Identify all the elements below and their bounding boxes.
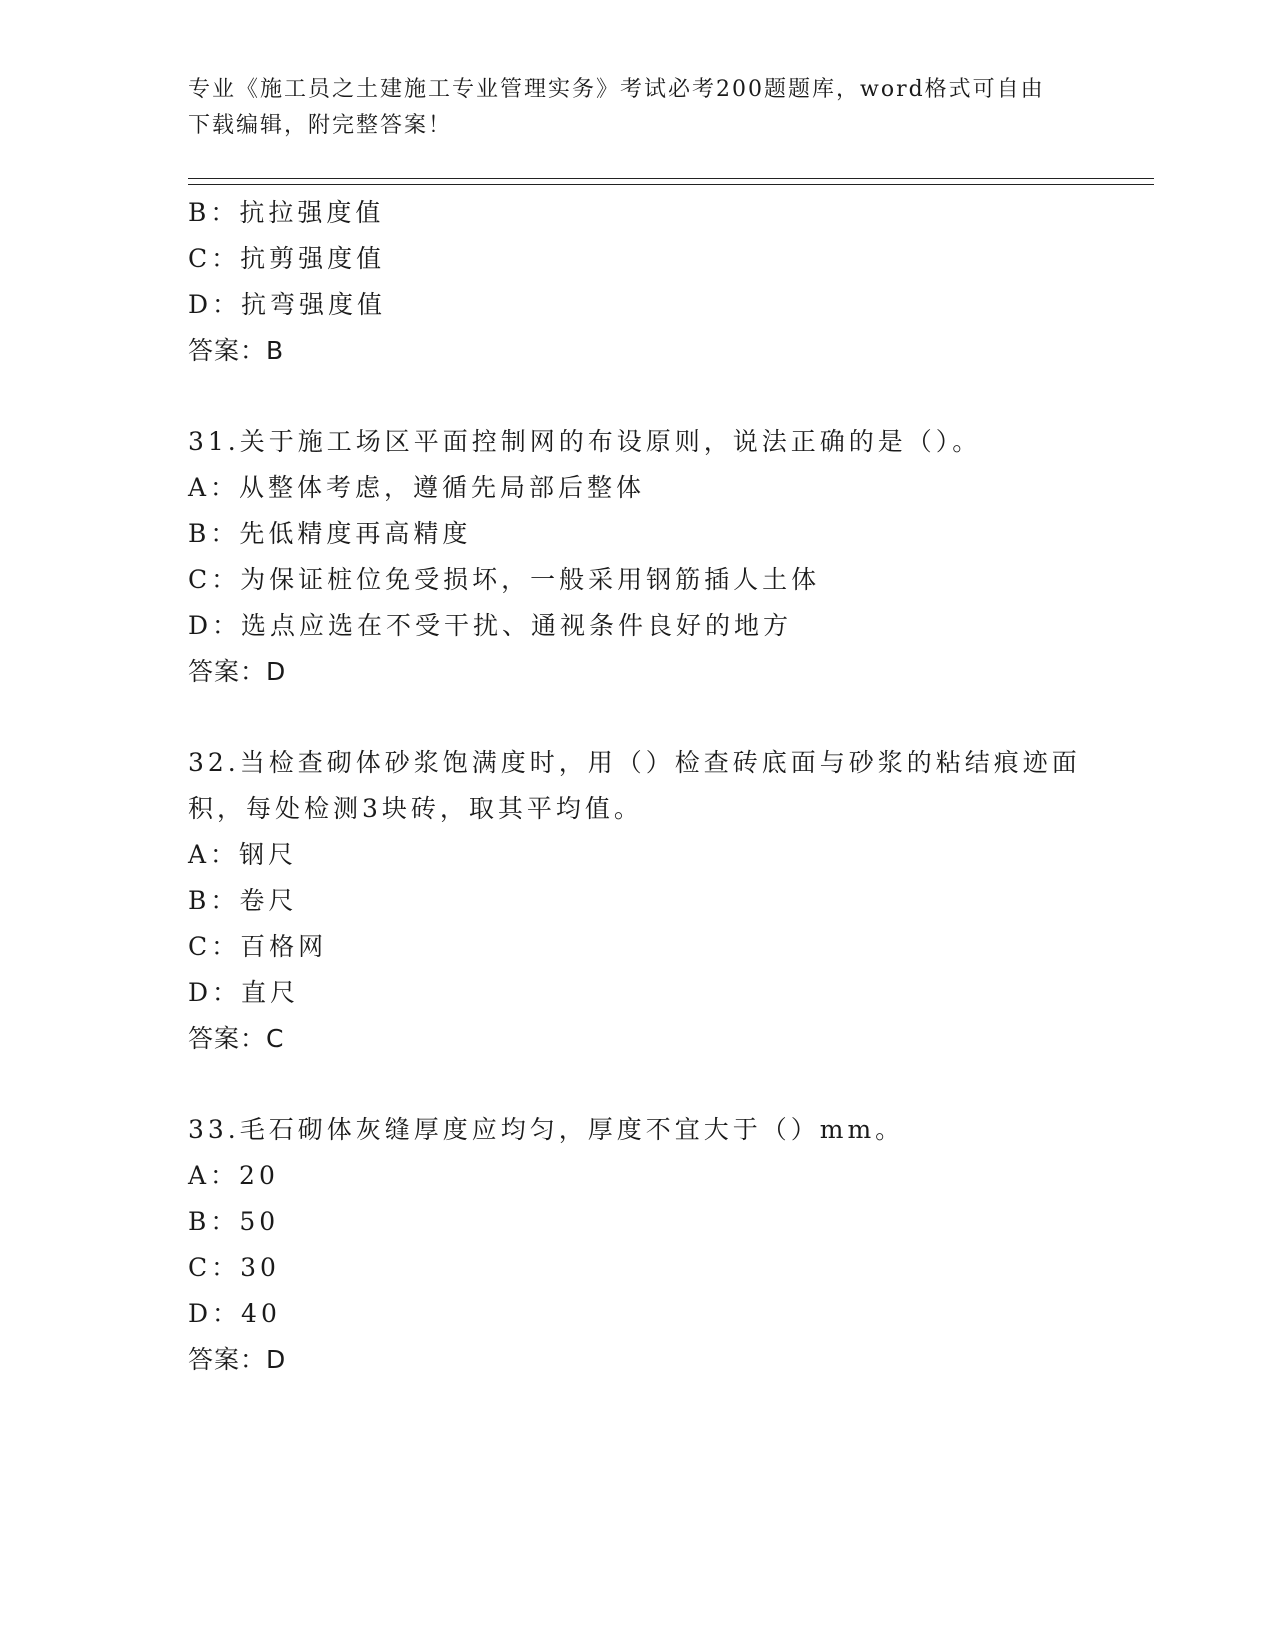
option-a: A：20 bbox=[188, 1161, 279, 1190]
option-d: D：选点应选在不受干扰、通视条件良好的地方 bbox=[188, 611, 793, 640]
option-c: C：为保证桩位免受损坏，一般采用钢筋插人土体 bbox=[188, 565, 821, 594]
answer-line: 答案：B bbox=[188, 336, 285, 365]
question-stem-line-1: 32.当检查砌体砂浆饱满度时，用（）检查砖底面与砂浆的粘结痕迹面 bbox=[188, 748, 1081, 777]
option-c: C：30 bbox=[188, 1253, 280, 1282]
option-d: D：40 bbox=[188, 1299, 281, 1328]
option-b: B：抗拉强度值 bbox=[188, 198, 385, 227]
option-a: A：从整体考虑，遵循先局部后整体 bbox=[188, 473, 646, 502]
question-33 bbox=[188, 1107, 1088, 1383]
option-d: D：抗弯强度值 bbox=[188, 290, 387, 319]
header-rule-bottom bbox=[188, 184, 1154, 185]
answer-line: 答案：D bbox=[188, 1345, 287, 1374]
option-d: D：直尺 bbox=[188, 978, 300, 1007]
header-line-1: 专业《施工员之土建施工专业管理实务》考试必考200题题库，word格式可自由 bbox=[188, 77, 1045, 102]
question-32 bbox=[188, 740, 1088, 1062]
option-b: B：50 bbox=[188, 1207, 280, 1236]
continued-question bbox=[188, 190, 1088, 374]
option-c: C：百格网 bbox=[188, 932, 328, 961]
option-c: C：抗剪强度值 bbox=[188, 244, 386, 273]
question-content bbox=[188, 190, 1088, 1383]
header-rule-top bbox=[188, 178, 1154, 179]
answer-line: 答案：C bbox=[188, 1024, 285, 1053]
header-line-2: 下载编辑，附完整答案！ bbox=[188, 113, 453, 138]
answer-line: 答案：D bbox=[188, 657, 287, 686]
spacer bbox=[188, 374, 1088, 419]
question-stem-line-2: 积，每处检测3块砖，取其平均值。 bbox=[188, 794, 643, 823]
question-stem: 33.毛石砌体灰缝厚度应均匀，厚度不宜大于（）mm。 bbox=[188, 1115, 905, 1144]
option-a: A：钢尺 bbox=[188, 840, 298, 869]
document-header bbox=[188, 72, 1068, 144]
option-b: B：卷尺 bbox=[188, 886, 298, 915]
spacer bbox=[188, 1062, 1088, 1107]
option-b: B：先低精度再高精度 bbox=[188, 519, 472, 548]
question-31 bbox=[188, 419, 1088, 695]
question-stem: 31.关于施工场区平面控制网的布设原则，说法正确的是（）。 bbox=[188, 427, 982, 456]
spacer bbox=[188, 695, 1088, 740]
